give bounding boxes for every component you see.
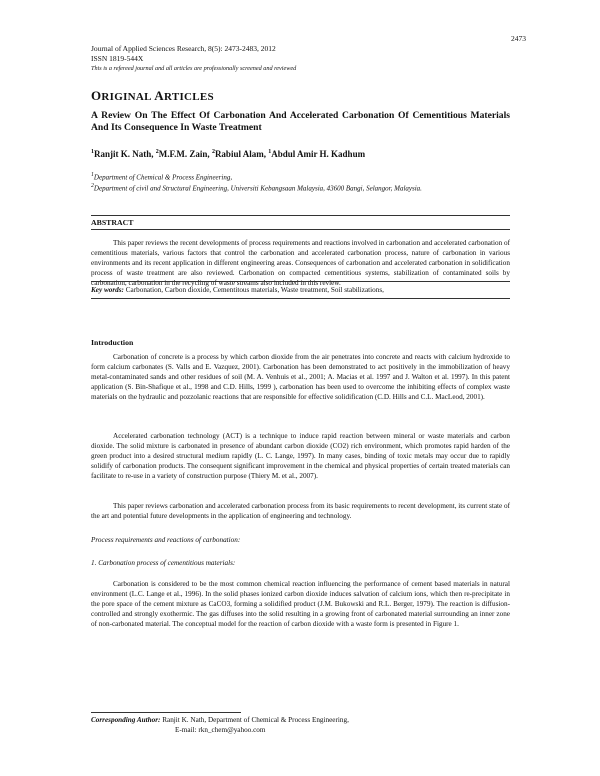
author-name: Rabiul Alam,: [214, 149, 269, 159]
divider-abstract-top: [91, 215, 510, 216]
journal-citation: Journal of Applied Sciences Research, 8(5): 2473-2483, 2012: [91, 44, 276, 53]
introduction-paragraph-3: This paper reviews carbonation and accelerated carbonation process from its basic requirements to recent development, its current state of the art and potential future developments in the application of engineering and technology.: [91, 502, 510, 520]
process-paragraph-1: Carbonation is considered to be the most common chemical reaction influencing the performance of cement based materials in natural environment (L.C. Lange et al., 1996). In the solid phases ionized carbon dioxide induces salvation of calcium ions, which then re-precipitate in the pore space of the cement mixture as CaCO3, forming a solidified product (J.M. Bukowski and R.L. Berger, 1979). The reaction is diffusion-controlled and strongly exothermic. The gas diffuses into the solid resulting in a growing front of carbonated material surrounding an inner zone of non-carbonated material. The conceptual model for the reaction of carbon dioxide with a waste form is presented in Figure 1.: [91, 580, 510, 628]
section-title: ORIGINAL ARTICLES: [91, 88, 214, 103]
divider-abstract-heading: [91, 229, 510, 230]
footnote-divider: [91, 712, 241, 713]
abstract-heading: ABSTRACT: [91, 218, 134, 227]
affiliations: $^1$Department of Chemical & Process Engineering, $^2$Department of civil and Structural Engineering, Universiti Kebangsaan Malaysia, 43600 Bangi, Selangor, Malaysia.: [91, 172, 422, 193]
divider-keywords-top: [91, 281, 510, 282]
divider-keywords-bottom: [91, 298, 510, 299]
journal-issn: ISSN 1819-544X: [91, 54, 144, 63]
journal-note: This is a refereed journal and all articles are professionally screened and reviewed: [91, 65, 297, 72]
corresponding-author: Corresponding Author: Ranjit K. Nath, Department of Chemical & Process Engineering, E-mail: rkn_chem@yahoo.com: [91, 716, 349, 734]
author-list: $^1$Ranjit K. Nath, $^2$M.F.M. Zain, $^2$Rabiul Alam, $^1$Abdul Amir H. Kadhum: [91, 149, 366, 159]
process-heading: Process requirements and reactions of carbonation:: [91, 536, 241, 544]
introduction-heading: Introduction: [91, 338, 134, 347]
article-title: A Review On The Effect Of Carbonation And Accelerated Carbonation Of Cementitious Materials And Its Consequence In Waste Treatment: [91, 110, 510, 133]
journal-header: [91, 44, 296, 74]
abstract-text: This paper reviews the recent developments of process requirements and reactions involved in carbonation and accelerated carbonation of cementitious materials, various factors that control the carbonation and accelerated carbonation process, nature of carbonation in various environments and its recent application in different engineering areas. Consequences of carbonation and accelerated carbonation in solidification process of waste treatment are also reviewed. Carbonation on compacted cementitious systems, stabilization of contaminated soils by carbonation, carbonation in the recycling of waste streams also included in this review.: [91, 239, 510, 287]
author-email: E-mail: rkn_chem@yahoo.com: [175, 726, 266, 734]
author-name: Ranjit K. Nath,: [94, 149, 156, 159]
author-name: Abdul Amir H. Kadhum: [271, 149, 366, 159]
process-subheading: 1. Carbonation process of cementitious materials:: [91, 559, 236, 567]
introduction-paragraph-1: Carbonation of concrete is a process by which carbon dioxide from the air penetrates into concrete and reacts with calcium hydroxide to form calcium carbonates (S. Valls and E. Vazquez, 2001). Carbonation has been demonstrated to act positively in the immobilization of heavy metal-contaminated sands and other residues of soil (M. A. Venhuis et al., 2001; A. Macias et al. 1997 and J. Walton et al. 1997). In this patent application (S. Bin-Shafique et al., 1998 and C.D. Hills, 1999 ), carbonation has been used to overcome the inhibiting effects of complex waste materials on the hydraulic and pozzolanic reactions that are responsible for effective solidification (C.D. Hills and C.L. MacLeod, 2001).: [91, 353, 510, 401]
introduction-paragraph-2: Accelerated carbonation technology (ACT) is a technique to induce rapid reaction between mineral or waste materials and carbon dioxide. The solid mixture is carbonated in presence of abundant carbon dioxide (CO2) rich environment, which promotes rapid harden of the green product into a desired structural medium rapidly (L. C. Lange, 1997). In many cases, binding of toxic metals may occur due to rapidly solidify of carbonation products. The consequent significant improvement in the chemical and physical properties of certain treated materials can facilitate to re-use in a variety of construction purpose (Thiery M. et al., 2007).: [91, 432, 510, 480]
page-number: 2473: [511, 34, 526, 43]
keywords: Key words: Carbonation, Carbon dioxide, Cementitous materials, Waste treatment, Soil stabilizations,: [91, 286, 384, 294]
author-name: M.F.M. Zain,: [158, 149, 212, 159]
